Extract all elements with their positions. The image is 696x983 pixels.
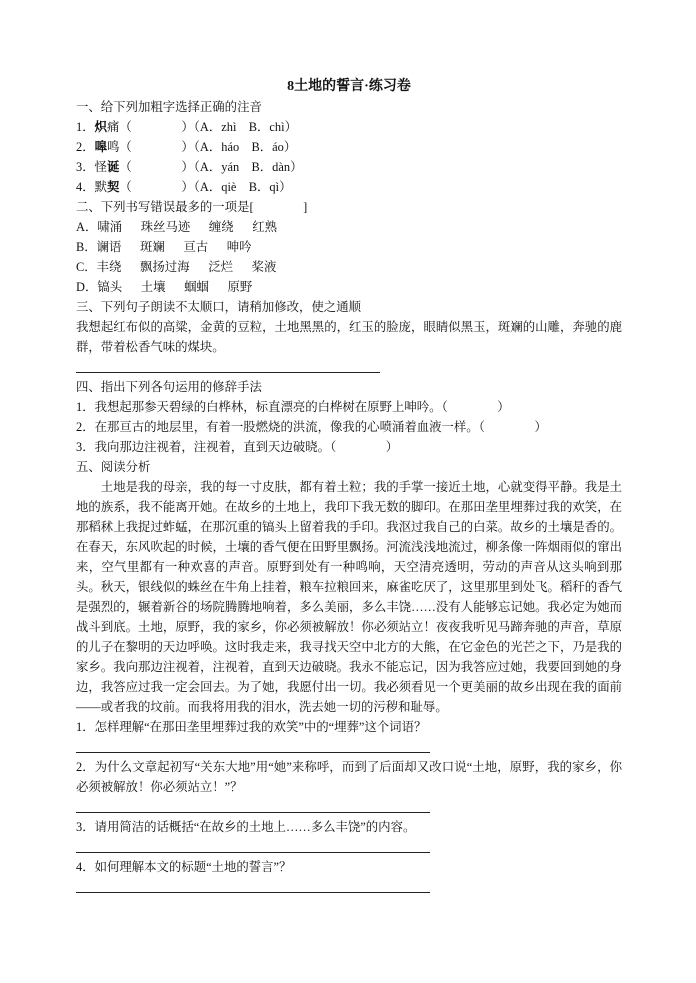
rhetoric-sentence: 在那亘古的地层里，有着一股燃烧的洪流，像我的心喷涌着血液一样。 [94,420,479,434]
pinyin-item [76,117,622,137]
answer-blank: （ ） [441,400,510,414]
pinyin-item [76,177,622,197]
answer-line [76,357,380,373]
option-word: 丰绕 [96,260,122,274]
answer-blank: （ ） [119,180,194,194]
option-word: 红熟 [252,220,278,234]
pinyin-item [76,157,622,177]
answer-blank: （ ） [119,160,194,174]
question-text: 请用简洁的话概括“在故乡的土地上……多么丰饶”的内容。 [94,820,416,834]
item-number: 1． [76,120,95,134]
answer-line [76,737,430,753]
section-spelling [76,197,622,297]
question-number: 1． [76,720,95,734]
option-word: 缠绕 [208,220,234,234]
reading-question [76,857,622,877]
question-number: 3． [76,820,95,834]
question-text: 怎样理解“在那田垄里埋葬过我的欢笑”中的“埋葬”这个词语？ [94,720,427,734]
answer-blank: （ ） [119,120,194,134]
option-label: A． [76,220,98,234]
pinyin-item [76,137,622,157]
option-word: 泛烂 [208,260,233,274]
rhetoric-item [76,437,622,457]
option-word: 原野 [227,280,253,294]
section-heading-reading: 五、阅读分析 [76,460,151,474]
section-reading [76,457,622,893]
option-word: 镐头 [97,280,123,294]
bold-character: 诞 [106,160,120,174]
question-text: 为什么文章起初写“关东大地”用“她”来称呼，而到了后面却又改口说“土地，原野，我的家乡，你必须被解放！你必须站立！”？ [76,760,622,794]
pinyin-options: （A．yán B．dàn） [193,160,303,174]
section-heading-rhetoric: 四、指出下列各句运用的修辞手法 [76,380,262,394]
option-word: 啸涌 [97,220,123,234]
item-number: 1． [76,400,95,414]
rhetoric-item [76,417,622,437]
question-number: 2． [76,760,95,774]
option-word: 谰语 [96,240,122,254]
section-heading-spelling: 二、下列书写错误最多的一项是[ ] [76,200,308,214]
option-word: 珠丝马迹 [140,220,191,234]
option-word: 飘扬过海 [140,260,190,274]
choice-option [76,237,622,257]
reading-question [76,757,622,797]
option-word: 亘古 [183,240,209,254]
section-rhetoric [76,377,622,457]
option-word: 蝈蝈 [184,280,209,294]
section-heading-revision: 三、下列句子朗读不太顺口，请稍加修改，使之通顺 [76,300,361,314]
pinyin-options: （A．háo B．áo） [193,140,297,154]
worksheet-content [76,77,622,897]
word-post: 痛 [106,120,120,134]
word-post: 鸣 [106,140,120,154]
option-word: 桨液 [251,260,277,274]
worksheet-title: 8土地的誓言·练习卷 [287,79,411,94]
option-word: 土壤 [140,280,166,294]
item-number: 3． [76,160,95,174]
choice-option [76,277,622,297]
answer-line [76,877,430,893]
item-number: 2． [76,140,95,154]
reading-question [76,817,622,837]
item-number: 4． [76,180,95,194]
answer-blank: （ ） [330,440,399,454]
option-label: D． [76,280,98,294]
reading-question [76,717,622,737]
word-pre: 怪 [94,160,107,174]
revision-sentence: 我想起红布似的高粱，金黄的豆粒，土地黑黑的，红玉的脸庞，眼睛似黑玉，斑斓的山雕，奔驰的鹿群，带着松香气味的煤块。 [76,320,622,354]
answer-line [76,797,430,813]
rhetoric-sentence: 我向那边注视着，注视着，直到天边破晓。 [94,440,331,454]
item-number: 2． [76,420,95,434]
option-word: 呻吟 [226,240,252,254]
answer-blank: （ ） [119,140,194,154]
section-sentence-revision [76,297,622,373]
word-pre: 默 [94,180,107,194]
section-heading-pinyin: 一、给下列加粗字选择正确的注音 [76,100,262,114]
answer-blank: （ ） [478,420,547,434]
rhetoric-item [76,397,622,417]
bold-character: 嗥 [94,140,107,154]
bold-character: 契 [106,180,120,194]
choice-option [76,217,622,237]
section-pinyin [76,97,622,197]
pinyin-options: （A．zhì B．chì） [193,120,297,134]
pinyin-options: （A．qiè B．qì） [193,180,292,194]
option-label: B． [76,240,97,254]
question-number: 4． [76,860,95,874]
answer-line [76,837,430,853]
question-text: 如何理解本文的标题“土地的誓言”？ [94,860,292,874]
rhetoric-sentence: 我想起那参天碧绿的白桦林，标直漂亮的白桦树在原野上呻吟。 [94,400,442,414]
reading-passage: 土地是我的母亲，我的每一寸皮肤，都有着土粒；我的手掌一接近土地，心就变得平静。我是土地的族系，我不能离开她。在故乡的土地上，我印下我无数的脚印。在那田垄里埋葬过我的欢笑，在那稻秫上我捉过蚱蜢，在那沉重的镐头上留着我的手印。我沤过我自己的白菜。故乡的土壤是香的。在春天，东风吹起的时候，土壤的香气便在田野里飘扬。河流浅浅地流过，柳条像一阵烟雨似的窜出来，空气里都有一种欢喜的声音。原野到处有一种鸣响，天空清亮透明，劳动的声音从这头响到那头。秋天，银线似的蛛丝在牛角上挂着，粮车拉粮回来，麻雀吃厌了，这里那里到处飞。稻秆的香气是强烈的，辗着新谷的场院腾腾地响着，多么美丽，多么丰饶……没有人能够忘记她。我必定为她而战斗到底。土地，原野，我的家乡，你必须被解放！你必须站立！夜夜我听见马蹄奔驰的声音，草原的儿子在黎明的天边呼唤。这时我走来，我寻找天空中北方的大熊，在它金色的光芒之下，乃是我的家乡。我向那边注视着，注视着，直到天边破晓。我永不能忘记，因为我答应过她，我要回到她的身边，我答应过我一定会回去。为了她，我愿付出一切。我必须看见一个更美丽的故乡出现在我的面前——或者我的坟前。而我将用我的泪水，洗去她一切的污秽和耻辱。 [76,480,622,714]
choice-option [76,257,622,277]
item-number: 3． [76,440,95,454]
bold-character: 炽 [94,120,107,134]
option-label: C． [76,260,97,274]
option-word: 斑斓 [140,240,165,254]
